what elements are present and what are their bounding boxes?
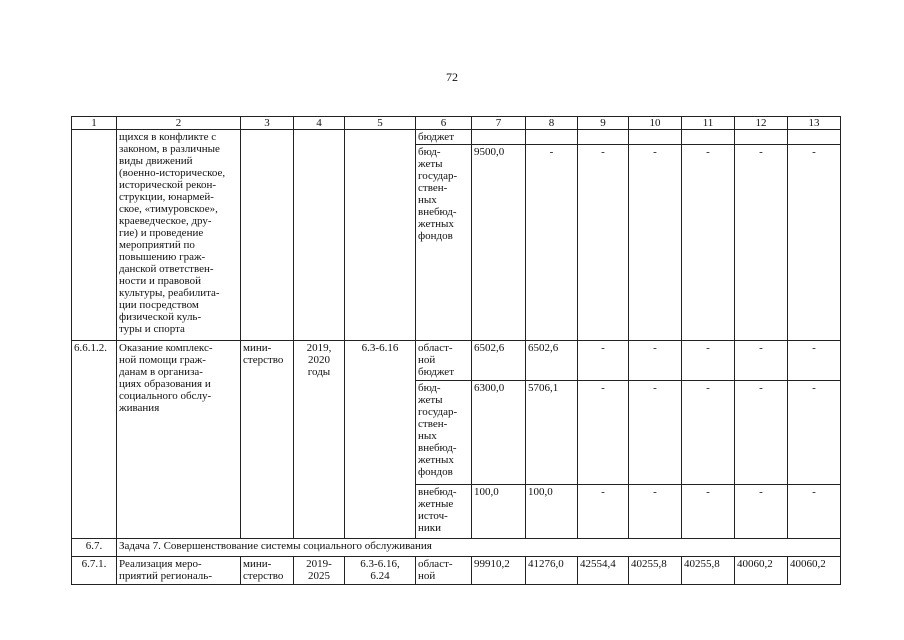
value-cell: - [629, 485, 682, 539]
value-cell: - [578, 145, 629, 341]
value-cell [735, 130, 788, 145]
value-cell: 41276,0 [526, 557, 578, 585]
value-cell: - [682, 381, 735, 485]
value-cell: - [788, 381, 841, 485]
value-cell: - [682, 145, 735, 341]
measure-name: щихся в конфликте с законом, в различные виды движений (военно-историческое, исторической рекон- струкции, юнармей- ское, «тимуровское», краеведческое, дру- гие) и проведение мероприятий по повышению граж- данской ответствен- ности и правовой культуры, реабилита- ции посредством физической куль- туры и спорта [117, 130, 241, 341]
value-cell: - [788, 145, 841, 341]
col-header-4: 4 [294, 117, 345, 130]
col-header-12: 12 [735, 117, 788, 130]
executor: мини- стерство [241, 341, 294, 539]
value-cell [472, 130, 526, 145]
indicators: 6.3-6.16 [345, 341, 416, 539]
col-header-6: 6 [416, 117, 472, 130]
table-row [72, 341, 841, 381]
value-cell: - [682, 341, 735, 381]
value-cell: 99910,2 [472, 557, 526, 585]
value-cell: 40255,8 [682, 557, 735, 585]
value-cell: 40255,8 [629, 557, 682, 585]
page-number: 72 [446, 70, 458, 84]
indicators: 6.3-6.16, 6.24 [345, 557, 416, 585]
value-cell: - [788, 485, 841, 539]
col-header-2: 2 [117, 117, 241, 130]
value-cell: - [629, 381, 682, 485]
row-number: 6.6.1.2. [72, 341, 117, 539]
value-cell: 100,0 [472, 485, 526, 539]
value-cell: 6502,6 [526, 341, 578, 381]
value-cell [682, 130, 735, 145]
task-title: Задача 7. Совершенствование системы социального обслуживания [117, 539, 841, 557]
funding-source: бюд- жеты государ- ствен- ных внебюд- жетных фондов [416, 381, 472, 485]
value-cell [526, 130, 578, 145]
value-cell: 42554,4 [578, 557, 629, 585]
col-header-8: 8 [526, 117, 578, 130]
years [294, 130, 345, 341]
funding-source: област- ной бюджет [416, 341, 472, 381]
col-header-10: 10 [629, 117, 682, 130]
value-cell: - [629, 145, 682, 341]
value-cell: 9500,0 [472, 145, 526, 341]
years: 2019, 2020 годы [294, 341, 345, 539]
col-header-13: 13 [788, 117, 841, 130]
funding-source: област- ной [416, 557, 472, 585]
program-table [71, 116, 841, 585]
value-cell: 40060,2 [788, 557, 841, 585]
col-header-11: 11 [682, 117, 735, 130]
value-cell: - [526, 145, 578, 341]
years: 2019- 2025 [294, 557, 345, 585]
value-cell: - [578, 485, 629, 539]
value-cell: - [578, 341, 629, 381]
funding-source: внебюд- жетные источ- ники [416, 485, 472, 539]
row-number: 6.7.1. [72, 557, 117, 585]
value-cell: - [629, 341, 682, 381]
col-header-9: 9 [578, 117, 629, 130]
value-cell: 6300,0 [472, 381, 526, 485]
column-number-row [72, 117, 841, 130]
value-cell: - [682, 485, 735, 539]
value-cell: 100,0 [526, 485, 578, 539]
value-cell [788, 130, 841, 145]
col-header-1: 1 [72, 117, 117, 130]
funding-source: бюд- жеты государ- ствен- ных внебюд- жетных фондов [416, 145, 472, 341]
value-cell: - [735, 485, 788, 539]
col-header-7: 7 [472, 117, 526, 130]
col-header-3: 3 [241, 117, 294, 130]
funding-source: бюджет [416, 130, 472, 145]
value-cell [578, 130, 629, 145]
value-cell: 40060,2 [735, 557, 788, 585]
value-cell: - [788, 341, 841, 381]
executor: мини- стерство [241, 557, 294, 585]
value-cell: - [578, 381, 629, 485]
row-number [72, 130, 117, 341]
executor [241, 130, 294, 341]
value-cell: 5706,1 [526, 381, 578, 485]
value-cell: - [735, 341, 788, 381]
table-row [72, 557, 841, 585]
measure-name: Реализация меро- приятий региональ- [117, 557, 241, 585]
value-cell [629, 130, 682, 145]
measure-name: Оказание комплекс- ной помощи граж- данам в организа- циях образования и социального обслу- живания [117, 341, 241, 539]
table-row [72, 130, 841, 145]
task-row [72, 539, 841, 557]
indicators [345, 130, 416, 341]
col-header-5: 5 [345, 117, 416, 130]
value-cell: - [735, 381, 788, 485]
value-cell: 6502,6 [472, 341, 526, 381]
task-number: 6.7. [72, 539, 117, 557]
value-cell: - [735, 145, 788, 341]
